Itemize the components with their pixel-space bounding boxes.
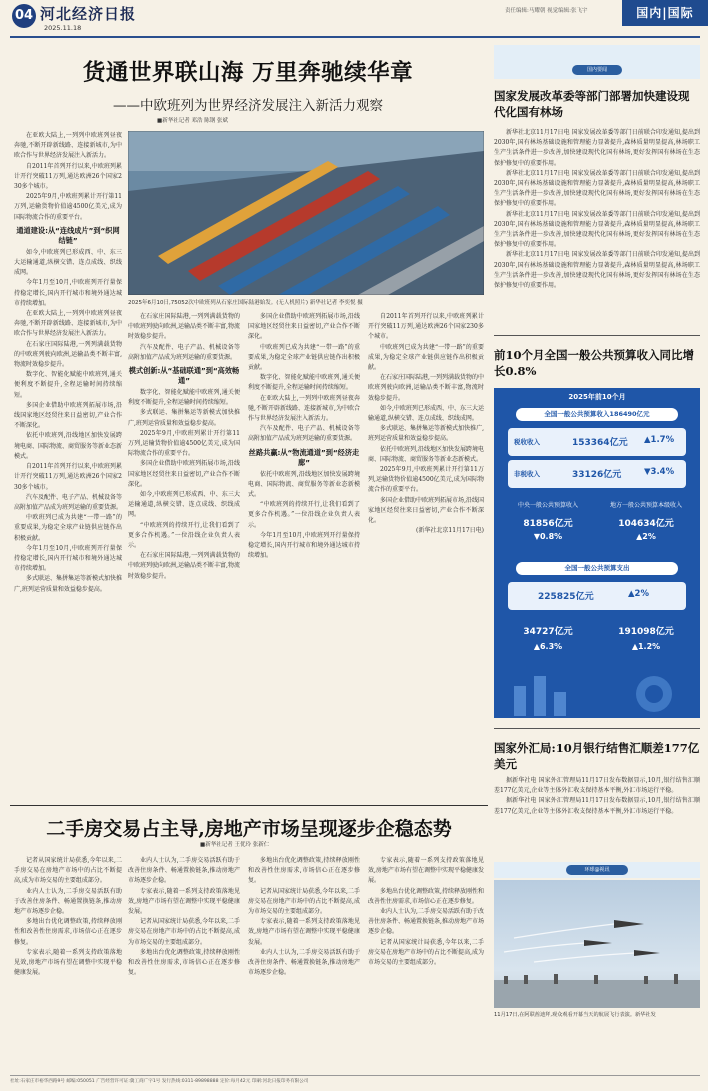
central-pct: ▼0.8% [533,532,563,541]
page-number: 04 [12,4,36,28]
domestic-news-banner [494,45,700,79]
airshow-photo [494,880,700,1008]
budget-infographic [494,388,700,718]
paragraph: 如今,中欧班列已形成西、中、东三大运输通道,纵横交错、连点成线、织线成网。 [368,404,484,423]
central-value: 81856亿元 [523,519,573,529]
paragraph: 依托中欧班列,沿线地区加快发展跨境电商、国际物流、商贸服务等新业态新模式。 [248,470,360,499]
paragraph: 多式联运、集拼集运等新模式加快推广,班列运营质量和效益稳步提高。 [368,425,484,443]
local-value: 104634亿元 [618,519,674,529]
paragraph: 如今,中欧班列已形成西、中、东三大运输通道,纵横交错、连点成线、织线成网。 [128,491,240,519]
main-subheadline: ——中欧班列为世界经济发展注入新活力观察 [113,98,383,114]
airshow-caption: 11月17日,在阿联酋迪拜,观众观看开幕当天的航展飞行表演。新华社发 [494,1012,656,1018]
header-rule [10,36,700,38]
row-value: 33126亿元 [572,470,622,480]
paragraph: 记者从国家统计局获悉,今年以来,二手房交易在房地产市场中的占比不断提高,成为市场交易的主要组成部分。 [248,887,360,916]
nontax-revenue-row [508,460,686,488]
paragraph: 今年1月至10月,中欧班列开行量保持稳定增长,国内开行城市和境外通达城市持续增加。 [14,544,122,573]
forex-body [494,776,700,858]
train-photo [128,131,484,295]
local-label: 地方一般公共预算本级收入 [609,502,682,509]
forex-headline: 国家外汇局:10月银行结售汇顺差177亿美元 [494,741,700,771]
paragraph: 新华社北京11月17日电 国家发展改革委等部门日前联合印发通知,提出到2030年,国有林场基础设施和管理能力显著提升,森林质量明显提高,林场职工生产生活条件进一步改善,加快建设现代化国有林场,更好发挥国有林场在生态保护修复中的重要作用。 [494,129,700,167]
second-column-4 [368,856,484,1068]
paragraph: 在石家庄国际陆港,一列列满载货物的中欧班列驶向欧洲,运输品类不断丰富,物流时效稳步提升。 [128,313,240,341]
paragraph: 多国企业借助中欧班列拓展市场,沿线国家地区经贸往来日益密切,产业合作不断深化。 [248,313,360,341]
row-pct: ▲1.7% [644,435,675,445]
paragraph: 依托中欧班列,沿线地区加快发展跨境电商、国际物流、商贸服务等新业态新模式。 [368,445,484,463]
paragraph: 多式联运、集拼集运等新模式加快推广,班列运营质量和效益稳步提高。 [128,409,240,427]
expenditure-bar: 全国一般公共预算支出 [516,562,678,575]
paragraph: 依托中欧班列,沿线地区加快发展跨境电商、国际物流、商贸服务等新业态新模式。 [14,432,122,460]
paragraph: 多式联运、集拼集运等新模式加快推广,班列运营质量和效益稳步提高。 [14,575,122,593]
row-label: 税收收入 [514,438,540,446]
paragraph: 多地出台优化调整政策,持续释放刚性和改善性住房需求,市场信心正在逐步修复。 [368,887,484,905]
paragraph: 业内人士认为,二手房交易活跃有助于改善住房条件、畅通置换链条,推动房地产市场逐步企稳。 [128,857,240,885]
paragraph: 多地出台优化调整政策,持续释放刚性和改善性住房需求,市场信心正在逐步修复。 [248,857,360,885]
row-pct: ▲2% [628,589,649,599]
row-pct: ▼3.4% [644,467,675,477]
aircraft-icon [494,880,700,1008]
freight-train-icon [128,131,484,295]
paragraph: 如今,中欧班列已形成西、中、东三大运输通道,纵横交错、连点成线、织线成网。 [14,248,122,277]
paragraph: 2025年9月,中欧班列累计开行第11万列,运输货物价值逾4500亿美元,成为国际物流合作的重要平台。 [14,193,122,221]
paragraph: 专家表示,随着一系列支持政策落地见效,房地产市场有望在调整中实现平稳健康发展。 [248,918,360,946]
second-column-1 [14,856,122,1068]
paragraph: 在石家庄国际陆港,一列列满载货物的中欧班列驶向欧洲,运输品类不断丰富,物流时效稳步提升。 [128,552,240,580]
page-header [0,0,708,40]
infographic-title: 2025年前10个月 [568,393,626,401]
expenditure-total-row [508,582,686,610]
paragraph: 专家表示,随着一系列支持政策落地见效,房地产市场有望在调整中实现平稳健康发展。 [368,857,484,885]
paragraph: 新华社北京11月17日电 国家发展改革委等部门日前联合印发通知,提出到2030年,国有林场基础设施和管理能力显著提升,森林质量明显提高,林场职工生产生活条件进一步改善,加快建设现代化国有林场,更好发挥国有林场在生态保护修复中的重要作用。 [494,210,700,249]
paragraph: 中欧班列已成为共建“一带一路”的重要成果,为稳定全球产业链供应链作出积极贡献。 [368,343,484,372]
paragraph: 业内人士认为,二手房交易活跃有助于改善住房条件、畅通置换链条,推动房地产市场逐步企稳。 [368,908,484,936]
local-pct: ▲2% [636,532,656,541]
paragraph: 自2011年首列开行以来,中欧班列累计开行突破11万列,通达欧洲26个国家230多个城市。 [14,463,122,491]
paragraph: 数字化、智能化赋能中欧班列,通关便利度不断提升,全程运输时间持续缩短。 [248,374,360,392]
main-column-4 [368,312,484,802]
paragraph: 数字化、智能化赋能中欧班列,通关便利度不断提升,全程运输时间持续缩短。 [128,389,240,407]
paragraph: 业内人士认为,二手房交易活跃有助于改善住房条件、畅通置换链条,推动房地产市场逐步企稳。 [14,887,122,916]
paragraph: 汽车及配件、电子产品、机械设备等高附加值产品成为班列运输的重要货源。 [128,343,240,361]
main-column-3 [248,312,360,802]
tax-revenue-row [508,428,686,456]
row-value: 153364亿元 [572,438,628,448]
forestry-headline: 国家发展改革委等部门部署加快建设现代化国有林场 [494,89,690,119]
dateline-end: (新华社北京11月17日电) [416,527,484,535]
section-subhead: 通道建设:从“连线成片”到“织网结链” [16,225,120,245]
paragraph: 汽车及配件、电子产品、机械设备等高附加值产品成为班列运输的重要货源。 [14,493,122,511]
paragraph: 据新华社电 国家外汇管理局11月17日发布数据显示,10月,银行结售汇顺差177亿美元,企业等主体外汇收支保持基本平衡,外汇市场运行平稳。 [494,777,700,795]
paragraph: 新华社北京11月17日电 国家发展改革委等部门日前联合印发通知,提出到2030年,国有林场基础设施和管理能力显著提升,森林质量明显提高,林场职工生产生活条件进一步改善,加快建设现代化国有林场,更好发挥国有林场在生态保护修复中的重要作用。 [494,169,700,208]
main-headline: 货通世界联山海 万里奔驰续华章 [82,60,414,86]
paragraph: 多国企业借助中欧班列拓展市场,沿线国家地区经贸往来日益密切,产业合作不断深化。 [14,401,122,430]
paragraph: 记者从国家统计局获悉,今年以来,二手房交易在房地产市场中的占比不断提高,成为市场交易的主要组成部分。 [368,938,484,967]
exp-local-value: 191098亿元 [618,627,674,637]
banner-tag: 国内要闻 [572,65,622,75]
paragraph: 记者从国家统计局获悉,今年以来,二手房交易在房地产市场中的占比不断提高,成为市场交易的主要组成部分。 [14,857,122,885]
paragraph: 据新华社电 国家外汇管理局11月17日发布数据显示,10月,银行结售汇顺差177亿美元,企业等主体外汇收支保持基本平衡,外汇市场运行平稳。 [494,797,700,815]
page-footer: 社址:石家庄市裕华西路9号 邮编:050051 广告经营许可证:冀工商广字1号 发行热线:0311-89898888 定价:每月42元 印刷:河北日报印务有限公司 [10,1075,700,1084]
section-subhead: 丝路共赢:从“物流通道”到“经济走廊” [248,447,360,467]
paragraph: 汽车及配件、电子产品、机械设备等高附加值产品成为班列运输的重要货源。 [248,425,360,443]
newspaper-logo: 河北经济日报 [40,5,137,23]
paragraph: 新华社北京11月17日电 国家发展改革委等部门日前联合印发通知,提出到2030年,国有林场基础设施和管理能力显著提升,森林质量明显提高,林场职工生产生活条件进一步改善,加快建设现代化国有林场,更好发挥国有林场在生态保护修复中的重要作用。 [494,251,700,290]
budget-headline: 前10个月全国一般公共预算收入同比增长0.8% [494,348,695,378]
paragraph: 记者从国家统计局获悉,今年以来,二手房交易在房地产市场中的占比不断提高,成为市场交易的主要组成部分。 [128,918,240,946]
second-column-3 [248,856,360,1068]
paragraph: 在亚欧大陆上,一列列中欧班列昼夜奔驰,不断开辟新线路、连接新城市,为中欧合作与世界经济发展注入新活力。 [248,394,360,423]
central-label: 中央一般公共预算收入 [517,502,578,509]
paragraph: 2025年9月,中欧班列累计开行第11万列,运输货物价值逾4500亿美元,成为国际物流合作的重要平台。 [128,429,240,458]
paragraph: 在石家庄国际陆港,一列列满载货物的中欧班列驶向欧洲,运输品类不断丰富,物流时效稳步提升。 [368,374,484,402]
section-subhead: 模式创新:从“基础联通”到“高效畅通” [128,366,240,386]
issue-date: 2025.11.18 [44,24,82,32]
paragraph: 在亚欧大陆上,一列列中欧班列昼夜奔驰,不断开辟新线路、连接新城市,为中欧合作与世界经济发展注入新活力。 [14,310,122,338]
paragraph: 中欧班列已成为共建“一带一路”的重要成果,为稳定全球产业链供应链作出积极贡献。 [14,514,122,542]
rule [494,728,700,729]
rule [494,335,700,336]
paragraph: 专家表示,随着一系列支持政策落地见效,房地产市场有望在调整中实现平稳健康发展。 [128,887,240,916]
forestry-body [494,128,700,328]
paragraph: 在亚欧大陆上,一列列中欧班列昼夜奔驰,不断开辟新线路、连接新城市,为中欧合作与世界经济发展注入新活力。 [14,132,122,160]
global-tag: 环球@视讯 [566,865,628,875]
exp-local-pct: ▲1.2% [631,642,661,651]
main-column-2 [128,312,240,802]
paragraph: 中欧班列已成为共建“一带一路”的重要成果,为稳定全球产业链供应链作出积极贡献。 [248,343,360,372]
paragraph: 业内人士认为,二手房交易活跃有助于改善住房条件、畅通置换链条,推动房地产市场逐步企稳。 [248,948,360,977]
global-news-banner [494,862,700,878]
section-tab[interactable]: 国内|国际 [622,0,708,26]
paragraph: 今年1月至10月,中欧班列开行量保持稳定增长,国内开行城市和境外通达城市持续增加。 [248,531,360,560]
paragraph: 多国企业借助中欧班列拓展市场,沿线国家地区经贸往来日益密切,产业合作不断深化。 [128,460,240,488]
paragraph: 专家表示,随着一系列支持政策落地见效,房地产市场有望在调整中实现平稳健康发展。 [14,948,122,977]
second-column-2 [128,856,240,1068]
paragraph: “中欧班列的持续开行,让我们看到了更多合作机遇。”一位沿线企业负责人表示。 [128,521,240,550]
second-headline: 二手房交易占主导,房地产市场呈现逐步企稳态势 [46,818,452,840]
paragraph: 2025年9月,中欧班列累计开行第11万列,运输货物价值逾4500亿美元,成为国际物流合作的重要平台。 [368,466,484,494]
main-column-1 [14,131,122,801]
paragraph: 自2011年首列开行以来,中欧班列累计开行突破11万列,通达欧洲26个国家230多个城市。 [14,162,122,191]
row-value: 225825亿元 [538,592,594,602]
paragraph: “中欧班列的持续开行,让我们看到了更多合作机遇。”一位沿线企业负责人表示。 [248,501,360,529]
second-byline: ■新华社记者 王优玲 张新仁 [200,842,270,848]
paragraph: 多地出台优化调整政策,持续释放刚性和改善性住房需求,市场信心正在逐步修复。 [14,918,122,946]
photo-caption: 2025年6月10日,75052次中欧班列从石家庄国际陆港始发。(无人机照片) 新华社记者 李奕悦 摄 [128,300,363,306]
exp-central-pct: ▲6.3% [533,642,563,651]
paragraph: 数字化、智能化赋能中欧班列,通关便利度不断提升,全程运输时间持续缩短。 [14,371,122,399]
paragraph: 自2011年首列开行以来,中欧班列累计开行突破11万列,通达欧洲26个国家230多个城市。 [368,313,484,341]
row-label: 非税收入 [514,470,540,478]
main-byline: ■新华社记者 邓浩 陈钢 张斌 [157,118,228,124]
paragraph: 多国企业借助中欧班列拓展市场,沿线国家地区经贸往来日益密切,产业合作不断深化。 [368,496,484,525]
paragraph: 多地出台优化调整政策,持续释放刚性和改善性住房需求,市场信心正在逐步修复。 [128,948,240,977]
total-revenue-bar: 全国一般公共预算收入186490亿元 [516,408,678,421]
exp-central-value: 34727亿元 [523,627,573,637]
story-divider [10,805,488,806]
paragraph: 今年1月至10月,中欧班列开行量保持稳定增长,国内开行城市和境外通达城市持续增加。 [14,279,122,307]
editor-credits: 责任编辑:马耀朝 视觉编辑:张飞宇 [505,8,588,14]
infographic-decoration-icon [494,668,700,718]
paragraph: 在石家庄国际陆港,一列列满载货物的中欧班列驶向欧洲,运输品类不断丰富,物流时效稳步提升。 [14,340,122,369]
